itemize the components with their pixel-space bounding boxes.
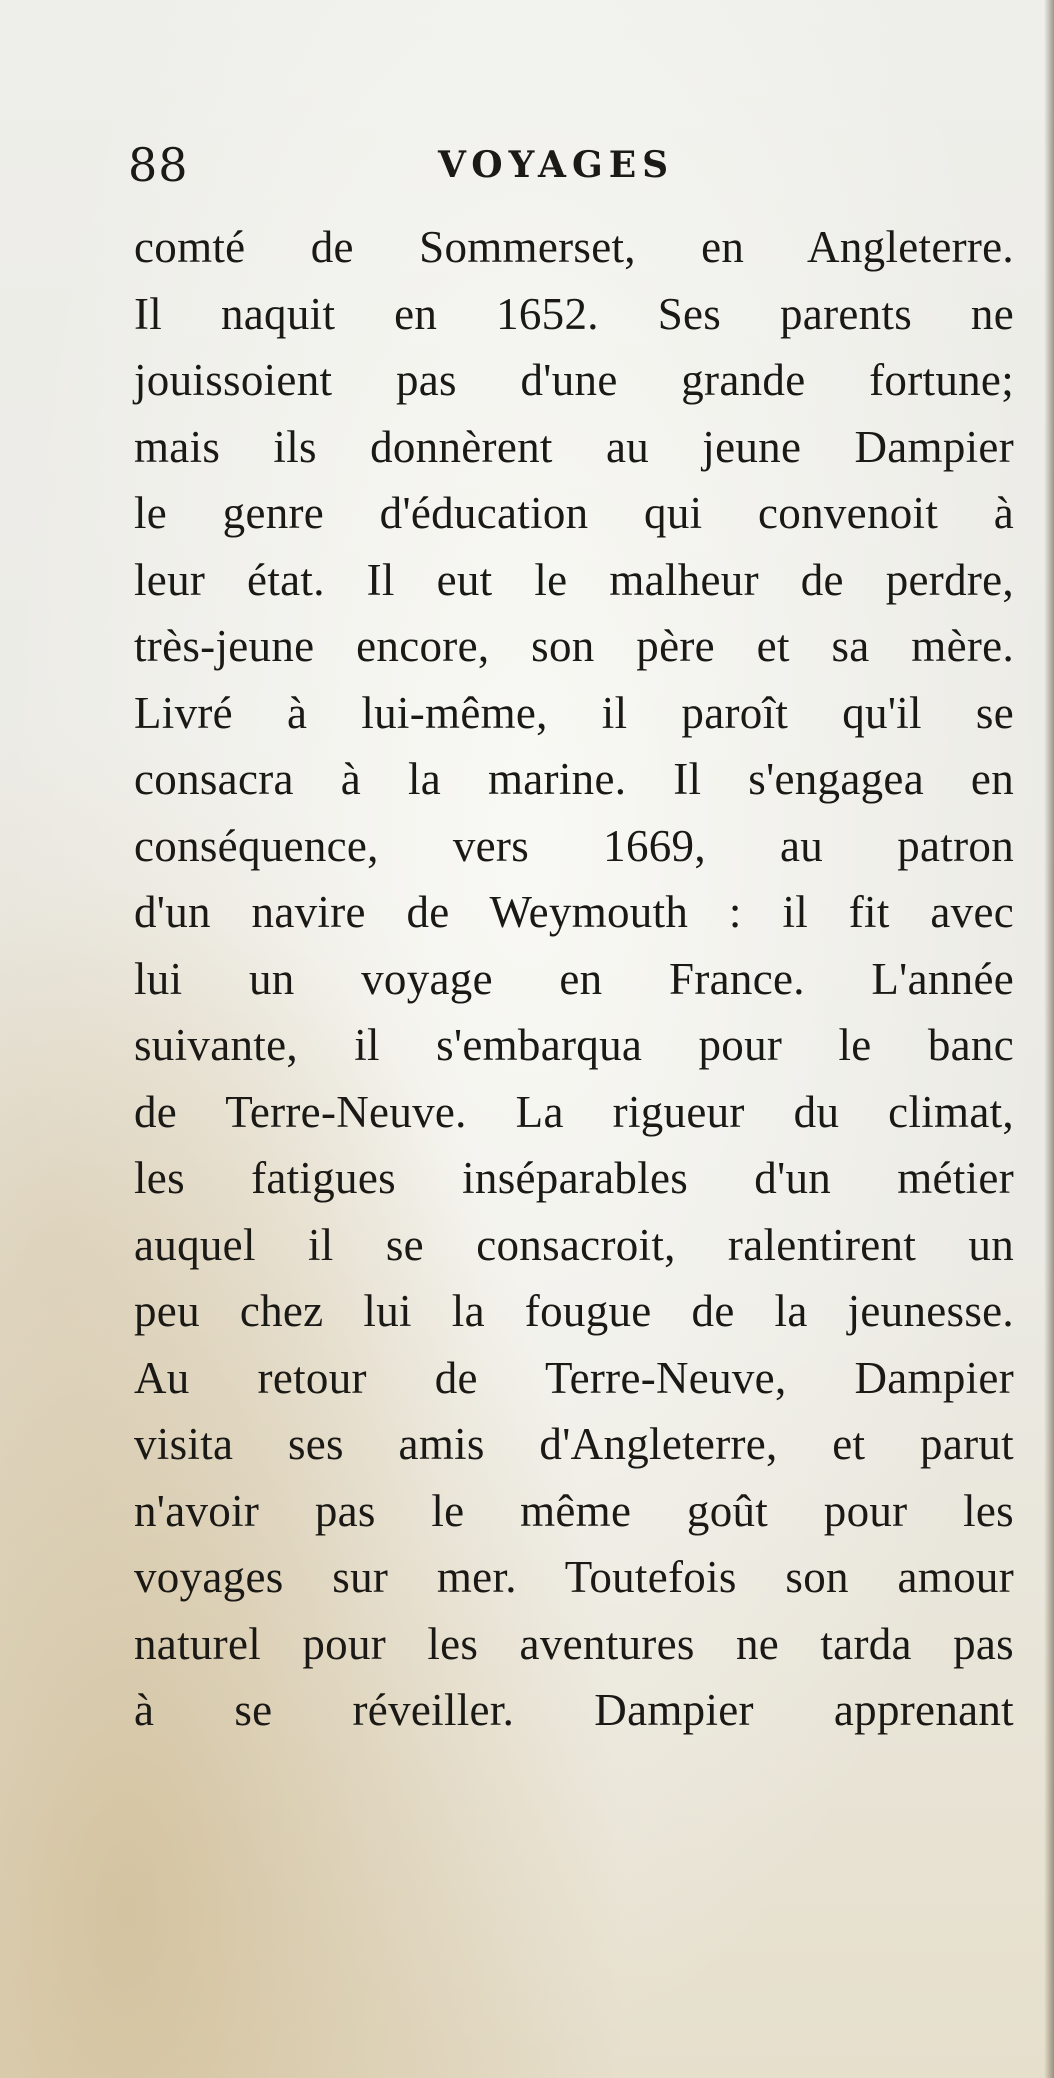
- text-line: d'un navire de Weymouth : il fit avec: [134, 887, 1014, 937]
- text-line: conséquence, vers 1669, au patron: [134, 820, 1014, 871]
- text-line: Livré à lui-même, il paroît qu'il se: [134, 687, 1014, 738]
- text-line: les fatigues inséparables d'un métier: [134, 1153, 1014, 1203]
- text-line: peu chez lui la fougue de la jeunesse.: [134, 1286, 1014, 1336]
- text-line: leur état. Il eut le malheur de perdre,: [134, 554, 1014, 605]
- text-line: le genre d'éducation qui convenoit à: [134, 488, 1014, 538]
- page-edge-shadow: [1044, 0, 1054, 2078]
- text-line: lui un voyage en France. L'année: [134, 953, 1014, 1004]
- page-number: 88: [128, 138, 189, 192]
- text-line: Au retour de Terre-Neuve, Dampier: [134, 1352, 1014, 1403]
- text-line: consacra à la marine. Il s'engagea en: [134, 754, 1014, 804]
- text-line: de Terre-Neuve. La rigueur du climat,: [134, 1086, 1014, 1137]
- text-line: très-jeune encore, son père et sa mère.: [134, 621, 1014, 671]
- text-line: jouissoient pas d'une grande fortune;: [134, 355, 1014, 405]
- body-text: [134, 214, 1014, 1744]
- running-head: VOYAGES: [438, 144, 675, 186]
- text-line: visita ses amis d'Angleterre, et parut: [134, 1419, 1014, 1469]
- page-header: [128, 138, 928, 198]
- text-line: mais ils donnèrent au jeune Dampier: [134, 421, 1014, 472]
- text-line: voyages sur mer. Toutefois son amour: [134, 1552, 1014, 1602]
- text-line: suivante, il s'embarqua pour le banc: [134, 1020, 1014, 1070]
- text-line: comté de Sommerset, en Angleterre.: [134, 222, 1014, 272]
- text-line: à se réveiller. Dampier apprenant: [134, 1685, 1014, 1735]
- text-line: naturel pour les aventures ne tarda pas: [134, 1618, 1014, 1669]
- text-line: Il naquit en 1652. Ses parents ne: [134, 288, 1014, 339]
- text-line: auquel il se consacroit, ralentirent un: [134, 1219, 1014, 1270]
- text-line: n'avoir pas le même goût pour les: [134, 1485, 1014, 1536]
